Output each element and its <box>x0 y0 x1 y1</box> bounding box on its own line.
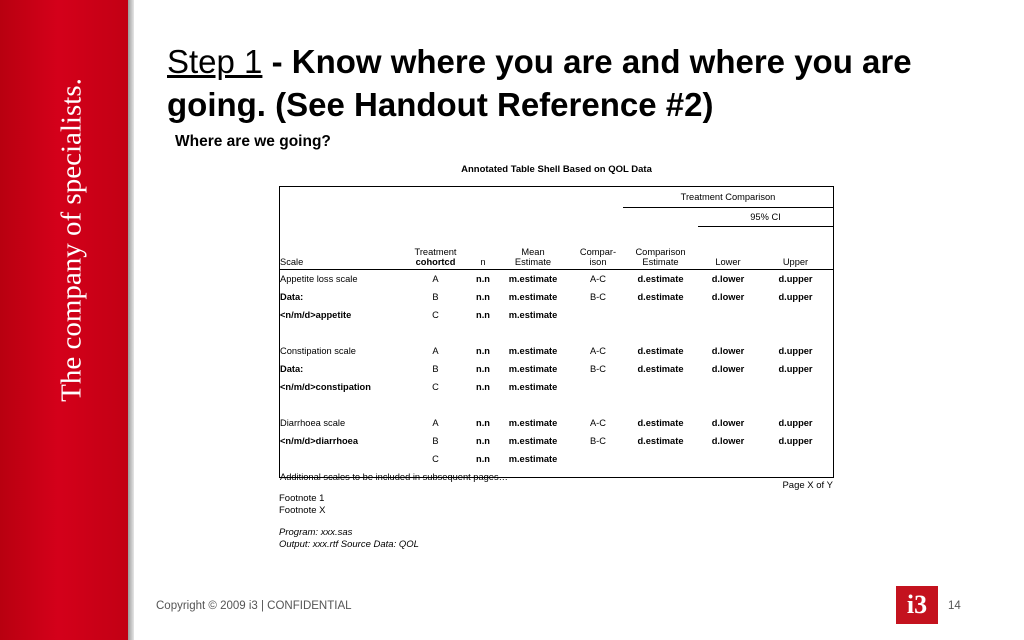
ci-header: 95% CI <box>698 208 833 227</box>
cell-scale: Appetite loss scale <box>280 274 358 284</box>
cell-scale: Diarrhoea scale <box>280 418 346 428</box>
cell-mean: m.estimate <box>508 436 558 446</box>
col-header-treatment: Treatment cohortcd <box>398 227 473 270</box>
cell-lower <box>698 306 758 324</box>
cell-mean: m.estimate <box>508 364 558 374</box>
cell-estimate <box>623 306 698 324</box>
cell-mean: m.estimate <box>508 274 558 284</box>
cell-lower: d.lower <box>711 364 745 374</box>
cell-lower: d.lower <box>711 292 745 302</box>
table-row <box>280 288 833 306</box>
cell-treatment: B <box>432 436 439 446</box>
cell-upper: d.upper <box>778 292 813 302</box>
sidebar-tagline <box>56 50 88 430</box>
table-shell <box>279 186 834 482</box>
cell-scale: <n/m/d>diarrhoea <box>280 436 359 446</box>
cell-estimate <box>623 378 698 396</box>
program-note: Program: xxx.sas <box>279 527 353 538</box>
title-text: - Know where you are and where you are going. (See Handout Reference #2) <box>167 43 912 123</box>
table-row <box>280 450 833 468</box>
cell-n: n.n <box>476 346 490 356</box>
cell-estimate: d.estimate <box>637 436 684 446</box>
table-row <box>280 378 833 396</box>
cell-estimate: d.estimate <box>637 364 684 374</box>
table-body <box>280 270 833 469</box>
spacer-row <box>280 324 833 342</box>
cell-upper <box>758 306 833 324</box>
cell-n: n.n <box>476 436 490 446</box>
cell-lower: d.lower <box>711 418 745 428</box>
cell-n: n.n <box>476 274 490 284</box>
spacer-cell <box>280 324 833 342</box>
cell-lower: d.lower <box>711 274 745 284</box>
cell-n: n.n <box>476 454 490 464</box>
table-title: Annotated Table Shell Based on QOL Data <box>461 164 652 175</box>
cell-estimate: d.estimate <box>637 346 684 356</box>
cell-comparison <box>573 450 623 468</box>
cell-upper: d.upper <box>778 418 813 428</box>
spacer-row <box>280 396 833 414</box>
qol-table <box>280 187 833 486</box>
output-note: Output: xxx.rtf Source Data: QOL <box>279 538 419 550</box>
cell-treatment: B <box>432 364 439 374</box>
cell-upper <box>758 450 833 468</box>
spacer-cell <box>280 396 833 414</box>
cell-mean: m.estimate <box>508 346 558 356</box>
tagline-text: The company of specialists. <box>55 78 88 402</box>
cell-mean: m.estimate <box>508 418 558 428</box>
cell-comparison: B-C <box>589 364 606 374</box>
cell-treatment: C <box>432 310 439 320</box>
cell-comparison: B-C <box>589 292 606 302</box>
col-header-upper: Upper <box>758 227 833 270</box>
table-row <box>280 414 833 432</box>
cell-estimate: d.estimate <box>637 292 684 302</box>
footnote-1: Footnote 1 <box>279 493 325 504</box>
table-row <box>280 342 833 360</box>
cell-mean: m.estimate <box>508 382 558 392</box>
title-step: Step 1 <box>167 43 263 80</box>
cell-upper: d.upper <box>778 274 813 284</box>
col-header-comparison: Compar- ison <box>573 227 623 270</box>
table-row <box>280 306 833 324</box>
table-row <box>280 360 833 378</box>
cell-n: n.n <box>476 292 490 302</box>
cell-scale <box>280 450 398 468</box>
cell-treatment: A <box>432 346 439 356</box>
cell-treatment: B <box>432 292 439 302</box>
col-header-scale: Scale <box>280 227 398 270</box>
cell-estimate: d.estimate <box>637 274 684 284</box>
cell-n: n.n <box>476 418 490 428</box>
cell-n: n.n <box>476 364 490 374</box>
page-x-of-y: Page X of Y <box>782 480 833 491</box>
cell-mean: m.estimate <box>508 292 558 302</box>
slide-subtitle: Where are we going? <box>175 133 331 150</box>
additional-scales-note: Additional scales to be included in subsequent pages… <box>280 472 508 482</box>
cell-lower: d.lower <box>711 436 745 446</box>
footnote-x: Footnote X <box>279 504 326 516</box>
col-header-n: n <box>473 227 493 270</box>
cell-upper: d.upper <box>778 436 813 446</box>
table-row <box>280 432 833 450</box>
cell-treatment: C <box>432 454 439 464</box>
cell-scale: <n/m/d>appetite <box>280 310 352 320</box>
cell-comparison <box>573 306 623 324</box>
cell-lower <box>698 450 758 468</box>
cell-scale: <n/m/d>constipation <box>280 382 371 392</box>
col-header-lower: Lower <box>698 227 758 270</box>
cell-n: n.n <box>476 382 490 392</box>
cell-comparison <box>573 378 623 396</box>
cell-estimate: d.estimate <box>637 418 684 428</box>
table-row <box>280 270 833 289</box>
cell-scale: Data: <box>280 364 304 374</box>
cell-lower: d.lower <box>711 346 745 356</box>
cell-scale: Data: <box>280 292 304 302</box>
i3-logo: i3 <box>896 586 938 624</box>
page-number: 14 <box>948 600 961 612</box>
cell-comparison: A-C <box>589 274 606 284</box>
cell-upper: d.upper <box>778 364 813 374</box>
cell-treatment: A <box>432 274 439 284</box>
copyright-footer: Copyright © 2009 i3 | CONFIDENTIAL <box>156 600 352 612</box>
col-header-mean: Mean Estimate <box>493 227 573 270</box>
treatment-comparison-header: Treatment Comparison <box>623 187 833 208</box>
cell-mean: m.estimate <box>508 454 558 464</box>
cell-estimate <box>623 450 698 468</box>
cell-treatment: A <box>432 418 439 428</box>
cell-n: n.n <box>476 310 490 320</box>
sidebar-divider <box>128 0 134 640</box>
slide-title <box>167 40 997 126</box>
cell-comparison: A-C <box>589 346 606 356</box>
cell-treatment: C <box>432 382 439 392</box>
cell-scale: Constipation scale <box>280 346 356 356</box>
footnotes <box>279 493 419 550</box>
cell-upper: d.upper <box>778 346 813 356</box>
cell-comparison: A-C <box>589 418 606 428</box>
cell-comparison: B-C <box>589 436 606 446</box>
cell-upper <box>758 378 833 396</box>
cell-lower <box>698 378 758 396</box>
cell-mean: m.estimate <box>508 310 558 320</box>
col-header-comp-estimate: Comparison Estimate <box>623 227 698 270</box>
